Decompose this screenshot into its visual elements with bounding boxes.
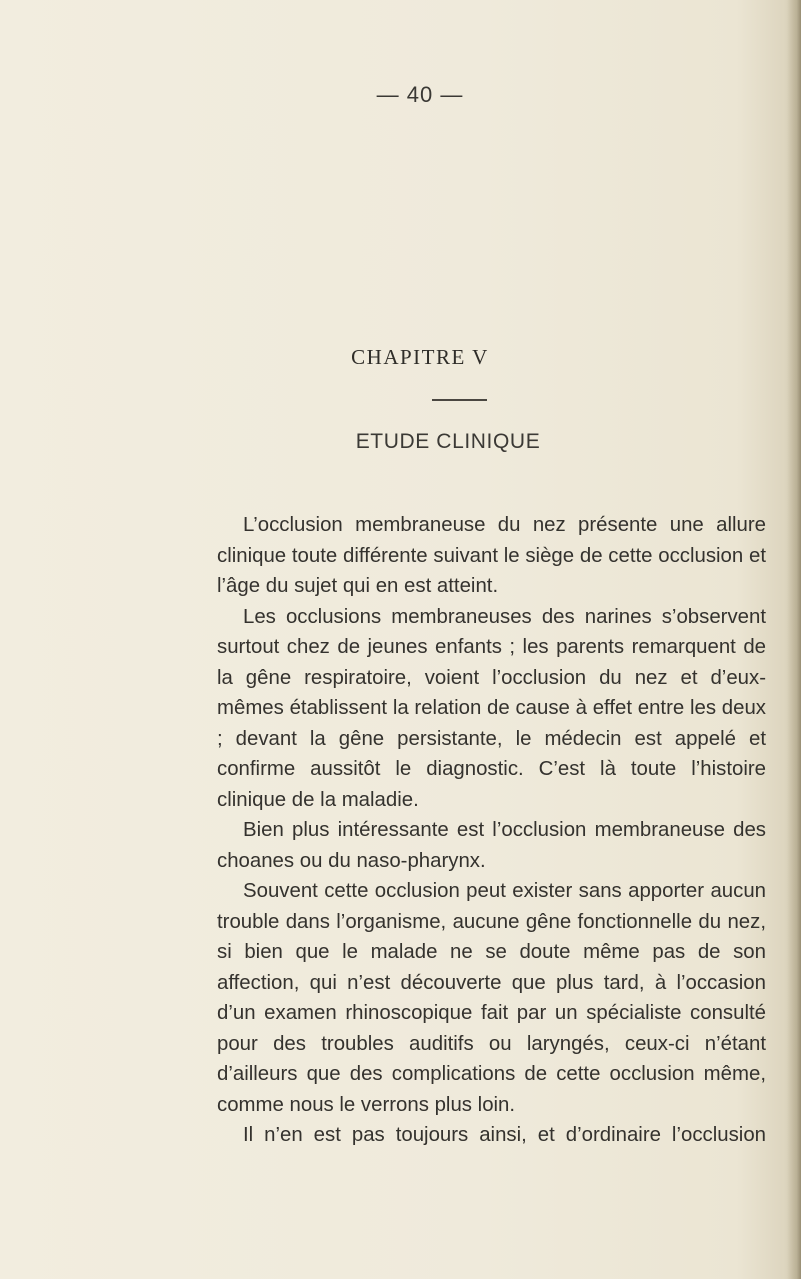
paragraph-4: Souvent cette occlusion peut exister sans apporter aucun trouble dans l’organisme, aucune gêne fonctionnelle du nez, si bien que le malade ne se doute même pas de son affection, qui n’est découverte que plus tard, à l’occasion d’un examen rhinoscopique fait par un spécialiste consulté pour des troubles auditifs ou laryngés, ceux-ci n’étant d’ailleurs que des complications de cette occlusion même, comme nous le verrons plus loin. [217,880,766,1116]
paragraph-1: L’occlusion membraneuse du nez présente une allure clinique toute différente suivant le siège de cette occlusion et l’âge du sujet qui en est atteint. [217,514,766,597]
paragraph-2: Les occlusions membraneuses des narines s’observent surtout chez de jeunes enfants ; les parents remarquent de la gêne respiratoire, voient l’occlusion du nez et d’eux-mêmes établissent la relation de cause à effet entre les deux ; devant la gêne persistante, le médecin est appelé et confirme aussitôt le diagnostic. C’est là toute l’histoire clinique de la maladie. [217,605,766,811]
paragraph-5: Il n’en est pas toujours ainsi, et d’ordinaire l’occlusion [243,1124,766,1146]
chapter-heading: CHAPITRE V [351,345,489,369]
section-title: ETUDE CLINIQUE [355,430,541,453]
paragraph-3: Bien plus intéressante est l’occlusion membraneuse des choanes ou du naso-pharynx. [217,819,766,872]
section-divider [432,399,487,401]
body-text [217,510,766,1151]
page-number: — 40 — [376,82,464,107]
page-edge-shadow [787,0,801,1279]
